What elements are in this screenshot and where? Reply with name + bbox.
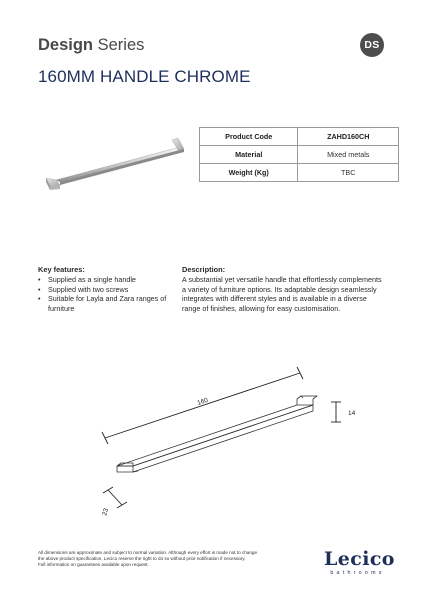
list-item: • Suitable for Layla and Zara ranges of furniture [38, 294, 178, 313]
disclaimer-line: All dimensions are approximate and subject to normal variation. Although every effort is made not to change [38, 550, 258, 555]
handle-right-end [297, 396, 303, 405]
key-features-heading: Key features: [38, 265, 85, 274]
product-title: 160MM HANDLE CHROME [38, 67, 251, 86]
spec-value: TBC [298, 164, 399, 182]
spec-value: Mixed metals [298, 146, 399, 164]
description-heading: Description: [182, 265, 226, 274]
depth-tick-bottom [117, 502, 127, 508]
spec-value: ZAHD160CH [298, 128, 399, 146]
disclaimer [38, 550, 303, 568]
spec-row [200, 146, 399, 164]
handle-long-side [133, 405, 313, 472]
height-label: 14 [348, 410, 356, 417]
series-title [38, 36, 144, 55]
disclaimer-line: Full information on guarantees available upon request. [38, 562, 149, 568]
spec-label: Weight (Kg) [200, 164, 298, 182]
lecico-subtitle: bathrooms [330, 570, 385, 576]
dimension-drawing [90, 362, 390, 532]
depth-label: 23 [101, 507, 111, 517]
lecico-logo [324, 548, 395, 576]
length-tick-left [102, 432, 108, 444]
key-features-list [38, 275, 178, 313]
description [182, 265, 387, 313]
spec-row [200, 164, 399, 182]
handle-right-edge [313, 396, 317, 405]
list-item: • Supplied as a single handle [38, 275, 178, 284]
key-features [38, 265, 178, 313]
handle-top-face [117, 405, 313, 466]
lecico-wordmark: Lecico [324, 548, 395, 570]
disclaimer-line: the above product specification, Lecico reserve the right to do so without prior notification if necessary. [38, 556, 246, 562]
length-tick-right [297, 367, 303, 379]
depth-tick-top [103, 487, 113, 493]
series-title-regular: Series [97, 36, 145, 54]
spec-table [199, 127, 399, 182]
product-image [44, 128, 192, 200]
list-item: • Supplied with two screws [38, 285, 178, 294]
series-title-bold: Design [38, 36, 94, 54]
spec-row [200, 128, 399, 146]
description-text: A substantial yet versatile handle that effortlessly complements a variety of furniture options. Its adaptable design seamlessly integrates with different styles and is available in a diverse range of finishes, allowing for easy customisation. [182, 275, 382, 313]
spec-label: Material [200, 146, 298, 164]
ds-logo: DS [360, 33, 384, 57]
length-label: 160 [196, 396, 209, 407]
depth-dimension-line [108, 490, 122, 505]
handle-left-base [133, 471, 138, 472]
handle-left-front [117, 466, 133, 472]
spec-label: Product Code [200, 128, 298, 146]
